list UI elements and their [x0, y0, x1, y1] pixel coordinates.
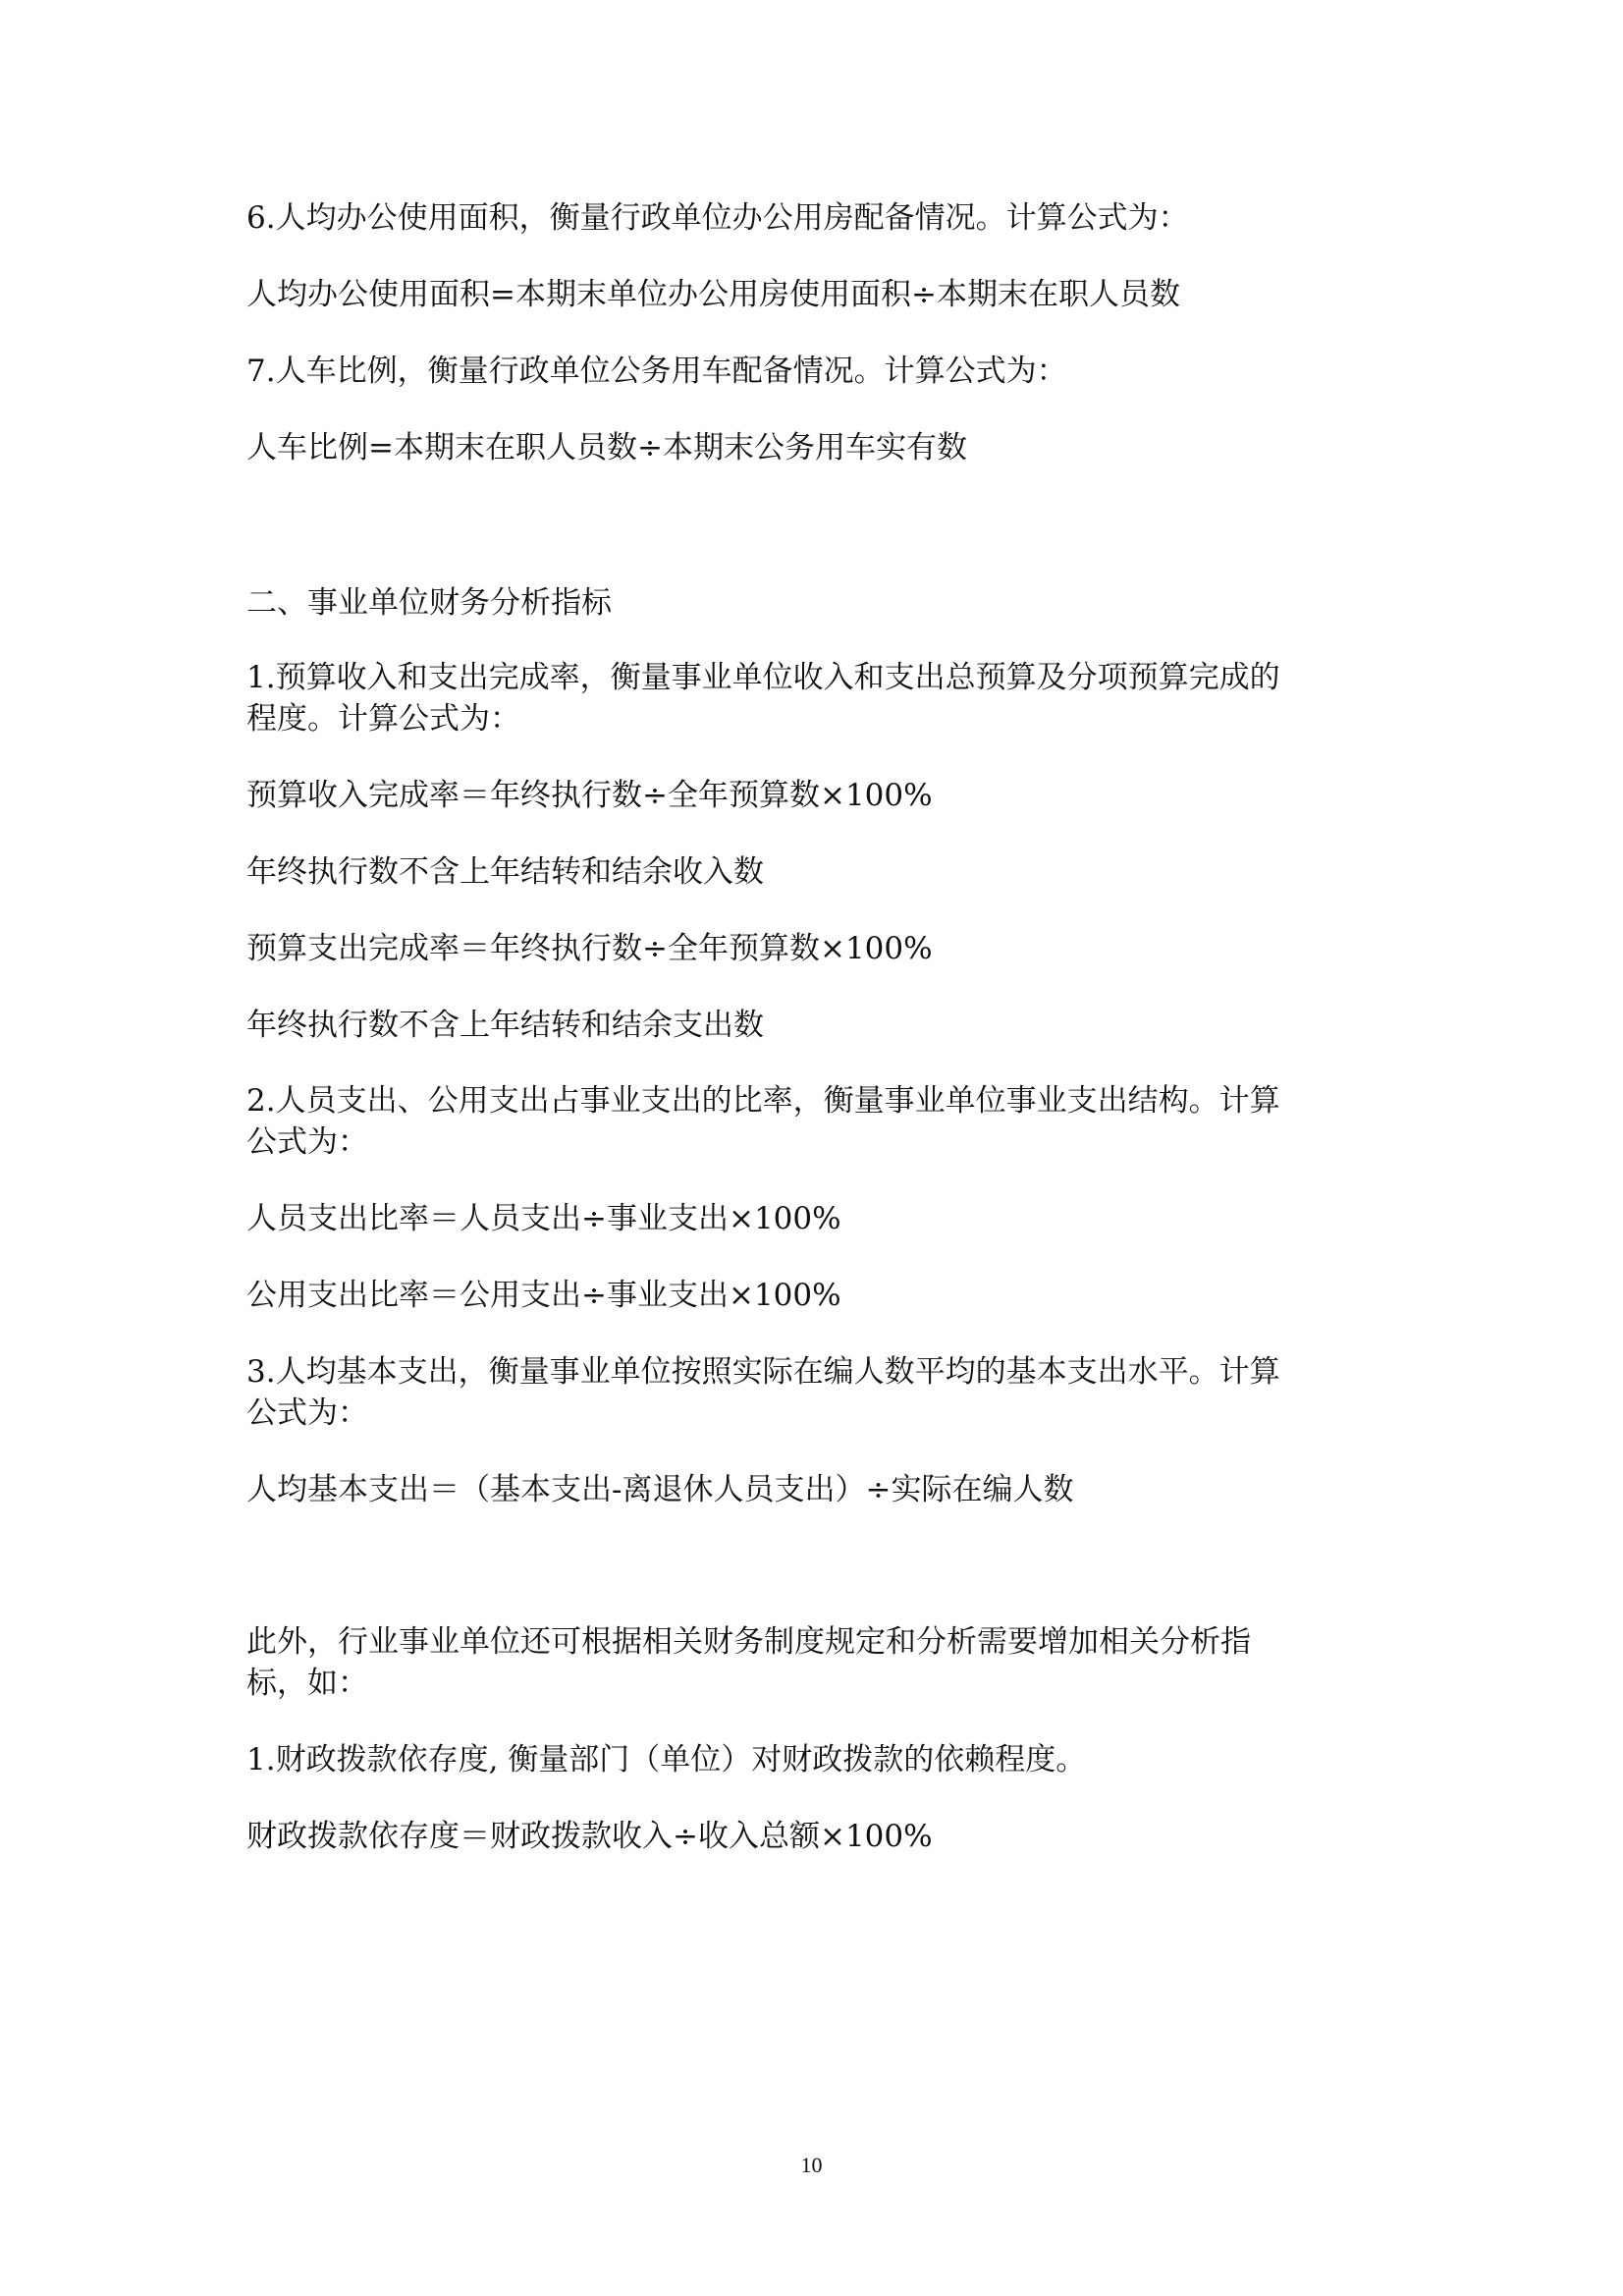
item-2-heading-line1: 2.人员支出、公用支出占事业支出的比率，衡量事业单位事业支出结构。计算 — [246, 1083, 1280, 1119]
item-1-heading-line2: 程度。计算公式为： — [246, 701, 520, 737]
item-3-heading-line1: 3.人均基本支出，衡量事业单位按照实际在编人数平均的基本支出水平。计算 — [246, 1354, 1280, 1390]
formula-per-capita-basic-expense: 人均基本支出＝（基本支出-离退休人员支出）÷实际在编人数 — [246, 1472, 1074, 1507]
note-income-execution: 年终执行数不含上年结转和结余收入数 — [246, 854, 764, 890]
formula-per-capita-office-area: 人均办公使用面积=本期末单位办公用房使用面积÷本期末在职人员数 — [246, 277, 1180, 312]
formula-fiscal-dependency: 财政拨款依存度＝财政拨款收入÷收入总额×100% — [246, 1819, 933, 1854]
additional-item-1-heading: 1.财政拨款依存度, 衡量部门（单位）对财政拨款的依赖程度。 — [246, 1742, 1087, 1777]
item-1-heading-line1: 1.预算收入和支出完成率，衡量事业单位收入和支出总预算及分项预算完成的 — [246, 660, 1280, 695]
page-number: 10 — [800, 2153, 823, 2177]
formula-staff-vehicle-ratio: 人车比例=本期末在职人员数÷本期末公务用车实有数 — [246, 430, 967, 465]
formula-public-expense-ratio: 公用支出比率＝公用支出÷事业支出×100% — [246, 1278, 841, 1313]
formula-budget-income-completion: 预算收入完成率＝年终执行数÷全年预算数×100% — [246, 778, 933, 813]
formula-budget-expense-completion: 预算支出完成率＝年终执行数÷全年预算数×100% — [246, 931, 933, 966]
item-2-heading-line2: 公式为： — [246, 1124, 368, 1160]
item-3-heading-line2: 公式为： — [246, 1395, 368, 1431]
additional-indicators-intro-line2: 标，如： — [246, 1666, 368, 1701]
section-heading-institutions: 二、事业单位财务分析指标 — [246, 585, 612, 621]
item-6-heading: 6.人均办公使用面积，衡量行政单位办公用房配备情况。计算公式为： — [246, 200, 1189, 236]
item-7-heading: 7.人车比例，衡量行政单位公务用车配备情况。计算公式为： — [246, 354, 1067, 389]
formula-personnel-expense-ratio: 人员支出比率＝人员支出÷事业支出×100% — [246, 1201, 841, 1236]
additional-indicators-intro-line1: 此外，行业事业单位还可根据相关财务制度规定和分析需要增加相关分析指 — [246, 1624, 1251, 1660]
note-expense-execution: 年终执行数不含上年结转和结余支出数 — [246, 1008, 764, 1043]
